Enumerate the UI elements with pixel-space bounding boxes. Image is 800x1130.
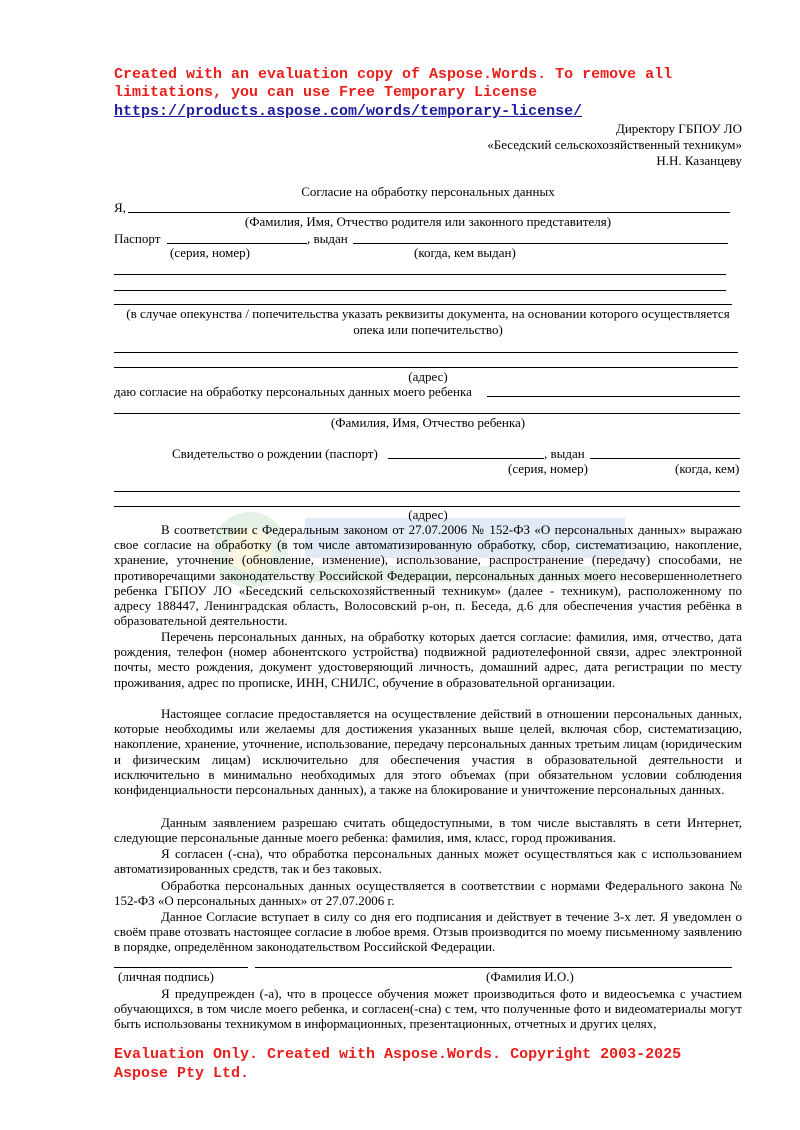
signature-caption: (личная подпись) <box>118 969 214 984</box>
child-caption: (Фамилия, Имя, Отчество ребенка) <box>330 415 526 430</box>
paragraph-law: В соответствии с Федеральным законом от 27.07.2006 № 152-ФЗ «О персональных данных» выражаю свое согласие на обработку (в том числе автоматизированную обработку, сбор, систематизацию, накопление, хранение, уточнение (обновление, изменение), использование, распространение (передачу) способами, не противоречащими законодательству Российской Федерации, персональных данных моего несовершеннолетнего ребенка ГБПОУ ЛО «Беседский сельскохозяйственный техникум» (далее - техникум), расположенному по адресу 188447, Ленинградская область, Волосовский р-он, п. Беседа, д.6 для обеспечения участия ребёнка в образовательной деятельности. <box>114 522 742 629</box>
paragraph-processing: Обработка персональных данных осуществляется в соответствии с нормами Федерального закона № 152-ФЗ «О персональных данных» от 27.07.2006 г. <box>114 878 742 909</box>
address-line-1a[interactable] <box>114 352 738 353</box>
ya-label: Я, <box>114 200 126 215</box>
paragraph-photo-video: Я предупрежден (-а), что в процессе обучения может производиться фото и видеосъемка с участием обучающихся, в том числе моего ребенка, и согласен(-сна) с тем, что полученные фото и видеоматериалы могут быть использованы техникумом в информационных, презентационных, отчетных и других целях, <box>114 986 742 1032</box>
address-caption-2: (адрес) <box>408 507 448 522</box>
blank-line-3[interactable] <box>114 304 732 305</box>
birth-series-line[interactable] <box>388 458 544 459</box>
addressee-line-3: Н.Н. Казанцеву <box>656 153 742 168</box>
addressee-line-2: «Беседский сельскохозяйственный техникум» <box>487 137 742 152</box>
address-caption-1: (адрес) <box>408 369 448 384</box>
guardian-caption-2: опека или попечительство) <box>353 322 503 337</box>
fullname-line[interactable] <box>255 967 732 968</box>
signature-line[interactable] <box>114 967 248 968</box>
birth-series-caption: (серия, номер) <box>508 461 588 476</box>
guardian-caption-1: (в случае опекунства / попечительства указать реквизиты документа, на основании которого осуществляется <box>126 306 730 321</box>
addressee-line-1: Директору ГБПОУ ЛО <box>615 121 742 136</box>
paragraph-validity: Данное Согласие вступает в силу со дня его подписания и действует в течение 3-х лет. Я уведомлен о своём праве отозвать настоящее согласие в любое время. Отзыв производится по моему письменному заявлению в порядке, определённом законодательством Российской Федерации. <box>114 909 742 955</box>
blank-line-2[interactable] <box>114 290 726 291</box>
birth-cert-label: Свидетельство о рождении (паспорт) <box>172 446 378 461</box>
consent-child-label: даю согласие на обработку персональных данных моего ребенка <box>114 384 472 399</box>
paragraph-automation: Я согласен (-сна), что обработка персональных данных может осуществляться как с использованием автоматизированных средств, так и без таковых. <box>114 846 742 877</box>
passport-issued-label: , выдан <box>307 231 348 246</box>
series-caption: (серия, номер) <box>170 245 250 260</box>
eval-notice-line-1: Created with an evaluation copy of Aspose.Words. To remove all <box>114 66 673 83</box>
passport-series-line[interactable] <box>167 243 307 244</box>
passport-label: Паспорт <box>114 231 161 246</box>
child-name-line-a[interactable] <box>487 396 740 397</box>
child-name-line-b[interactable] <box>114 413 740 414</box>
paragraph-public-data: Данным заявлением разрешаю считать общедоступными, в том числе выставлять в сети Интернет, следующие персональные данные моего ребенка: фамилия, имя, класс, город проживания. <box>114 815 742 846</box>
eval-footer-line-1: Evaluation Only. Created with Aspose.Words. Copyright 2003-2025 <box>114 1046 682 1063</box>
blank-line-1[interactable] <box>114 274 726 275</box>
parent-name-line[interactable] <box>128 212 730 213</box>
paragraph-actions: Настоящее согласие предоставляется на осуществление действий в отношении персональных данных, которые необходимы или желаемы для достижения указанных выше целей, включая сбор, систематизацию, накопление, хранение, уточнение, использование, передачу персональных данных третьим лицам (юридическим и физическим лицам) исключительно для обеспечения участия в образовательной деятельности и исключительно в минимально необходимых для этого объемах (при обязательном условии соблюдения конфиденциальности персональных данных), а также на блокирование и уничтожение персональных данных. <box>114 706 742 798</box>
birth-issued-label: , выдан <box>544 446 585 461</box>
birth-issued-line[interactable] <box>590 458 740 459</box>
address-line-1b[interactable] <box>114 367 738 368</box>
passport-issued-line[interactable] <box>353 243 728 244</box>
eval-notice-line-2: limitations, you can use Free Temporary License <box>114 84 538 101</box>
temporary-license-link[interactable]: https://products.aspose.com/words/temporary-license/ <box>114 103 583 120</box>
eval-footer-line-2: Aspose Pty Ltd. <box>114 1065 250 1082</box>
birth-when-caption: (когда, кем) <box>675 461 740 476</box>
address-line-2a[interactable] <box>114 491 740 492</box>
issued-caption: (когда, кем выдан) <box>414 245 516 260</box>
paragraph-data-list: Перечень персональных данных, на обработку которых дается согласие: фамилия, имя, отчество, дата рождения, телефон (номер абонентского устройства) подвижной радиотелефонной связи, адрес электронной почты, место рождения, документ удостоверяющий личность, домашний адрес, дата регистрации по месту проживания, адрес по прописке, ИНН, СНИЛС, обучение в образовательной организации. <box>114 629 742 690</box>
document-title: Согласие на обработку персональных данных <box>301 184 555 199</box>
parent-caption: (Фамилия, Имя, Отчество родителя или законного представителя) <box>244 214 612 229</box>
fullname-caption: (Фамилия И.О.) <box>486 969 574 984</box>
